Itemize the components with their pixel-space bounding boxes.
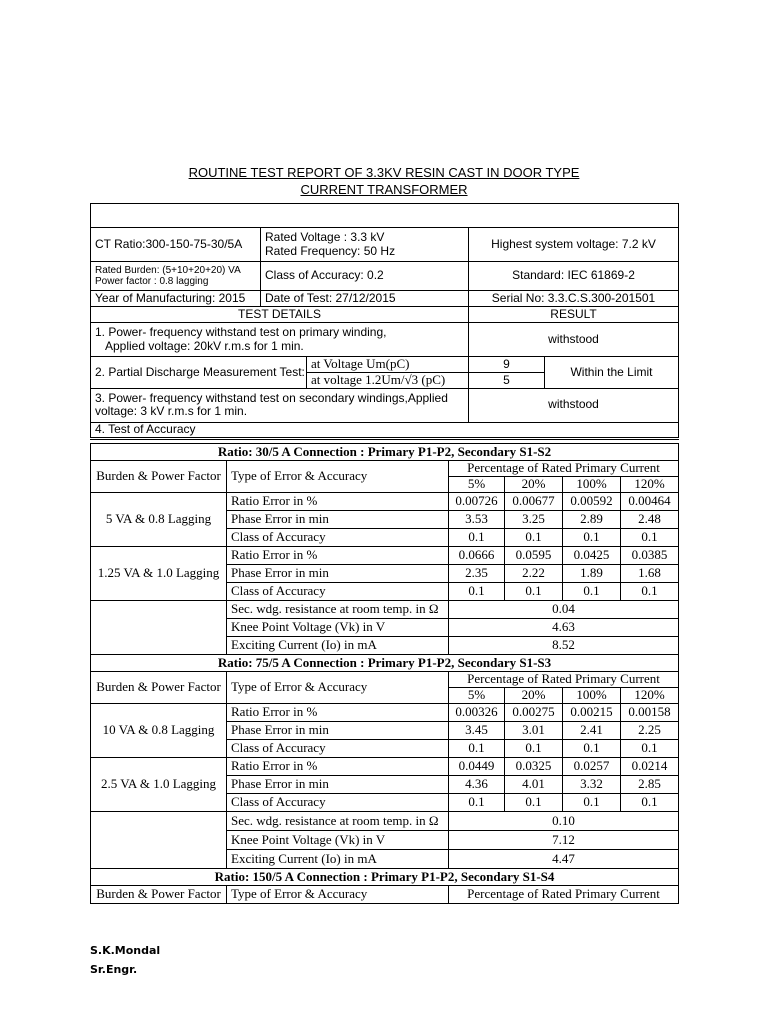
value-cell: 1.68 xyxy=(621,565,679,583)
s2-col-5: 5% xyxy=(449,688,505,704)
value-cell: 2.35 xyxy=(449,565,505,583)
test4-heading: 4. Test of Accuracy xyxy=(91,422,679,438)
value-cell: 0.1 xyxy=(449,583,505,601)
standard: Standard: IEC 61869-2 xyxy=(469,262,679,291)
value-cell: 0.1 xyxy=(449,794,505,812)
test3-line1: 3. Power- frequency withstand test on secondary windings,Applied xyxy=(95,390,448,405)
test1-line2: Applied voltage: 20kV r.m.s for 1 min. xyxy=(105,338,304,353)
s1-burden-pf-header: Burden & Power Factor xyxy=(91,461,227,493)
highest-system-voltage: Highest system voltage: 7.2 kV xyxy=(469,228,679,262)
s2-type-error-header: Type of Error & Accuracy xyxy=(227,672,449,704)
signatory-designation: Sr.Engr. xyxy=(90,963,138,976)
result-heading: RESULT xyxy=(469,307,679,323)
value-cell: 0.1 xyxy=(621,583,679,601)
value-cell: 0.1 xyxy=(563,529,621,547)
signatory-name: S.K.Mondal xyxy=(90,944,161,957)
s1-col-120: 120% xyxy=(621,477,679,493)
test1-result: withstood xyxy=(469,323,679,357)
test2-description: 2. Partial Discharge Measurement Test: xyxy=(91,357,307,389)
test1-line1: 1. Power- frequency withstand test on primary winding, xyxy=(95,324,387,339)
s1-col-20: 20% xyxy=(505,477,563,493)
test3-description xyxy=(91,388,469,422)
s1-burden-b: 1.25 VA & 1.0 Lagging xyxy=(91,547,227,601)
value-cell: 0.0449 xyxy=(449,758,505,776)
s2-col-20: 20% xyxy=(505,688,563,704)
row-label: Ratio Error in % xyxy=(227,704,449,722)
row-label: Knee Point Voltage (Vk) in V xyxy=(227,619,449,637)
value-cell: 0.00592 xyxy=(563,493,621,511)
s1-knee-value: 4.63 xyxy=(449,619,679,637)
class-of-accuracy: Class of Accuracy: 0.2 xyxy=(261,262,469,291)
value-cell: 2.85 xyxy=(621,776,679,794)
test3-result: withstood xyxy=(469,388,679,422)
row-label: Ratio Error in % xyxy=(227,547,449,565)
row-label: Ratio Error in % xyxy=(227,758,449,776)
report-title-line1: ROUTINE TEST REPORT OF 3.3KV RESIN CAST IN DOOR TYPE xyxy=(188,165,580,180)
value-cell: 0.00326 xyxy=(449,704,505,722)
s1-col-5: 5% xyxy=(449,477,505,493)
s2-knee-value: 7.12 xyxy=(449,831,679,850)
value-cell: 0.1 xyxy=(505,740,563,758)
section3-heading: Ratio: 150/5 A Connection : Primary P1-P2, Secondary S1-S4 xyxy=(91,869,679,886)
date-of-test: Date of Test: 27/12/2015 xyxy=(261,291,469,307)
s3-pct-header: Percentage of Rated Primary Current xyxy=(449,886,679,904)
value-cell: 0.1 xyxy=(563,794,621,812)
value-cell: 0.0425 xyxy=(563,547,621,565)
row-label: Class of Accuracy xyxy=(227,529,449,547)
value-cell: 0.00275 xyxy=(505,704,563,722)
s3-type-error-header: Type of Error & Accuracy xyxy=(227,886,449,904)
test-details-heading: TEST DETAILS xyxy=(91,307,469,323)
value-cell: 3.45 xyxy=(449,722,505,740)
row-label: Phase Error in min xyxy=(227,511,449,529)
report-title-line2: CURRENT TRANSFORMER xyxy=(300,182,468,197)
value-cell: 0.0257 xyxy=(563,758,621,776)
s1-col-100: 100% xyxy=(563,477,621,493)
value-cell: 3.25 xyxy=(505,511,563,529)
s2-burden-b: 2.5 VA & 1.0 Lagging xyxy=(91,758,227,812)
value-cell: 0.0214 xyxy=(621,758,679,776)
value-cell: 2.41 xyxy=(563,722,621,740)
rated-burden: Rated Burden: (5+10+20+20) VA xyxy=(95,264,241,276)
value-cell: 3.32 xyxy=(563,776,621,794)
s2-pct-header: Percentage of Rated Primary Current xyxy=(449,672,679,688)
test1-description xyxy=(91,323,469,357)
value-cell: 0.00215 xyxy=(563,704,621,722)
value-cell: 0.1 xyxy=(449,529,505,547)
power-factor: Power factor : 0.8 lagging xyxy=(95,276,209,287)
value-cell: 0.0595 xyxy=(505,547,563,565)
value-cell: 2.25 xyxy=(621,722,679,740)
row-label: Phase Error in min xyxy=(227,722,449,740)
value-cell: 0.1 xyxy=(563,740,621,758)
row-label: Exciting Current (Io) in mA xyxy=(227,637,449,655)
row-label: Sec. wdg. resistance at room temp. in Ω xyxy=(227,812,449,831)
value-cell: 2.48 xyxy=(621,511,679,529)
pd-row1-label: at Voltage Um(pC) xyxy=(307,357,469,373)
blank-row xyxy=(91,204,679,228)
row-label: Exciting Current (Io) in mA xyxy=(227,850,449,869)
serial-number: Serial No: 3.3.C.S.300-201501 xyxy=(469,291,679,307)
value-cell: 0.1 xyxy=(505,583,563,601)
pd-row2-value: 5 xyxy=(469,372,545,388)
test3-line2: voltage: 3 kV r.m.s for 1 min. xyxy=(95,404,248,419)
value-cell: 0.00464 xyxy=(621,493,679,511)
s2-burden-pf-header: Burden & Power Factor xyxy=(91,672,227,704)
s2-exciting-value: 4.47 xyxy=(449,850,679,869)
value-cell: 0.00158 xyxy=(621,704,679,722)
pd-row2-label: at voltage 1.2Um/√3 (pC) xyxy=(307,372,469,388)
s3-burden-pf-header: Burden & Power Factor xyxy=(91,886,227,904)
row-label: Class of Accuracy xyxy=(227,740,449,758)
s1-pct-header: Percentage of Rated Primary Current xyxy=(449,461,679,477)
value-cell: 0.1 xyxy=(621,529,679,547)
header-table xyxy=(90,203,679,440)
value-cell: 0.0385 xyxy=(621,547,679,565)
value-cell: 4.36 xyxy=(449,776,505,794)
s1-sec-res-value: 0.04 xyxy=(449,601,679,619)
value-cell: 3.01 xyxy=(505,722,563,740)
s2-sec-res-value: 0.10 xyxy=(449,812,679,831)
accuracy-table xyxy=(90,443,679,904)
rated-voltage: Rated Voltage : 3.3 kV xyxy=(265,229,385,244)
row-label: Sec. wdg. resistance at room temp. in Ω xyxy=(227,601,449,619)
value-cell: 0.1 xyxy=(563,583,621,601)
row-label: Ratio Error in % xyxy=(227,493,449,511)
s1-exciting-value: 8.52 xyxy=(449,637,679,655)
value-cell: 2.89 xyxy=(563,511,621,529)
value-cell: 0.1 xyxy=(505,794,563,812)
rated-voltage-frequency xyxy=(261,228,469,262)
value-cell: 2.22 xyxy=(505,565,563,583)
value-cell: 0.0325 xyxy=(505,758,563,776)
row-label: Class of Accuracy xyxy=(227,583,449,601)
s1-burden-a: 5 VA & 0.8 Lagging xyxy=(91,493,227,547)
row-label: Phase Error in min xyxy=(227,565,449,583)
s1-type-error-header: Type of Error & Accuracy xyxy=(227,461,449,493)
value-cell: 0.00677 xyxy=(505,493,563,511)
value-cell: 0.1 xyxy=(621,740,679,758)
value-cell: 4.01 xyxy=(505,776,563,794)
test2-result: Within the Limit xyxy=(545,357,679,389)
pd-row1-value: 9 xyxy=(469,357,545,373)
rated-frequency: Rated Frequency: 50 Hz xyxy=(265,243,396,258)
row-label: Phase Error in min xyxy=(227,776,449,794)
value-cell: 0.1 xyxy=(449,740,505,758)
s2-col-120: 120% xyxy=(621,688,679,704)
s1-blank-cell xyxy=(91,601,227,655)
value-cell: 0.1 xyxy=(621,794,679,812)
row-label: Class of Accuracy xyxy=(227,794,449,812)
s2-burden-a: 10 VA & 0.8 Lagging xyxy=(91,704,227,758)
value-cell: 0.00726 xyxy=(449,493,505,511)
value-cell: 0.1 xyxy=(505,529,563,547)
s2-col-100: 100% xyxy=(563,688,621,704)
value-cell: 0.0666 xyxy=(449,547,505,565)
year-of-manufacturing: Year of Manufacturing: 2015 xyxy=(91,291,261,307)
rated-burden-pf xyxy=(91,262,261,291)
section2-heading: Ratio: 75/5 A Connection : Primary P1-P2, Secondary S1-S3 xyxy=(91,655,679,672)
ct-ratio: CT Ratio:300-150-75-30/5A xyxy=(91,228,261,262)
row-label: Knee Point Voltage (Vk) in V xyxy=(227,831,449,850)
s2-blank-cell xyxy=(91,812,227,869)
value-cell: 3.53 xyxy=(449,511,505,529)
section1-heading: Ratio: 30/5 A Connection : Primary P1-P2, Secondary S1-S2 xyxy=(91,444,679,461)
value-cell: 1.89 xyxy=(563,565,621,583)
